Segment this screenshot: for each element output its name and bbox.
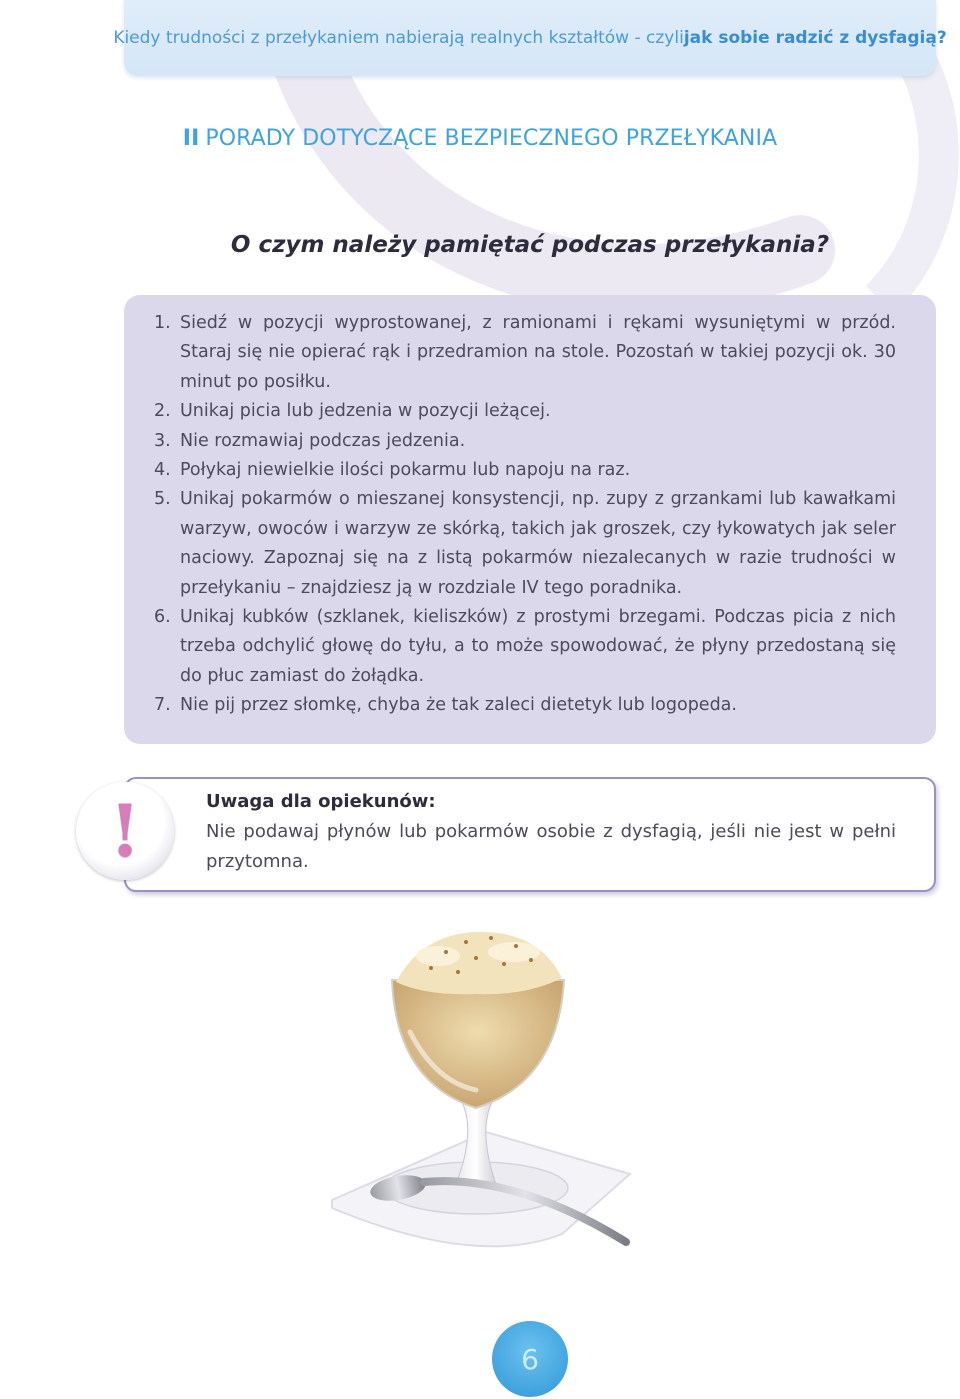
tip-item — [154, 309, 896, 397]
tip-item — [154, 397, 896, 426]
tip-number: 1. — [154, 313, 171, 333]
section-title-text: PORADY DOTYCZĄCE BEZPIECZNEGO PRZEŁYKANIA — [205, 126, 778, 151]
question-heading: O czym należy pamiętać podczas przełykania? — [230, 232, 830, 258]
tip-item — [154, 603, 896, 691]
exclamation-mark: ! — [109, 788, 141, 873]
header-prefix: Kiedy trudności z przełykaniem nabierają realnych kształtów - czyli — [113, 28, 684, 48]
tip-text: Nie pij przez słomkę, chyba że tak zaleci dietetyk lub logopeda. — [180, 695, 737, 716]
tip-text: Unikaj pokarmów o mieszanej konsystencji, np. zupy z grzankami lub kawałkami warzyw, owoców i warzyw ze skórką, takich jak groszek, czy łykowatych jak seler naciowy. Zapoznaj się na z listą pokarmów niezalecanych w razie trudności w przełykaniu – znajdziesz ją w rozdziale IV tego poradnika. — [180, 489, 896, 598]
tip-number: 4. — [154, 460, 171, 481]
tip-item — [154, 427, 896, 456]
tip-text: Unikaj picia lub jedzenia w pozycji leżącej. — [180, 401, 551, 422]
tip-number: 3. — [154, 430, 171, 451]
tip-item — [154, 691, 896, 720]
tip-text: Siedź w pozycji wyprostowanej, z ramionami i rękami wysuniętymi w przód. Staraj się nie opierać rąk i przedramion na stole. Pozostań w takiej pozycji ok. 30 minut po posiłku. — [180, 313, 896, 392]
tip-number: 7. — [154, 695, 171, 716]
caution-title: Uwaga dla opiekunów: — [206, 791, 436, 812]
tip-item — [154, 456, 896, 485]
tip-number: 5. — [154, 489, 171, 510]
tip-text: Połykaj niewielkie ilości pokarmu lub napoju na raz. — [180, 460, 631, 481]
tip-number: 2. — [154, 401, 171, 422]
page-number: 6 — [492, 1321, 568, 1397]
section-heading — [0, 126, 960, 151]
tip-item — [154, 485, 896, 603]
header-emphasis: jak sobie radzić z dysfagią? — [683, 28, 947, 48]
tip-number: 6. — [154, 607, 171, 628]
tip-text: Unikaj kubków (szklanek, kieliszków) z prostymi brzegami. Podczas picia z nich trzeba odchylić głowę do tyłu, a to może spowodować, że płyny przedostaną się do płuc zamiast do żołądka. — [180, 607, 896, 686]
section-roman-numeral: II — [182, 126, 200, 151]
running-header — [113, 0, 947, 76]
caution-text: Nie podawaj płynów lub pokarmów osobie z dysfagią, jeśli nie jest w pełni przytomna. — [206, 821, 896, 872]
exclamation-icon — [76, 782, 174, 880]
tip-text: Nie rozmawiaj podczas jedzenia. — [180, 430, 466, 451]
tips-list — [154, 309, 896, 721]
dessert-glass-illustration — [326, 912, 638, 1268]
